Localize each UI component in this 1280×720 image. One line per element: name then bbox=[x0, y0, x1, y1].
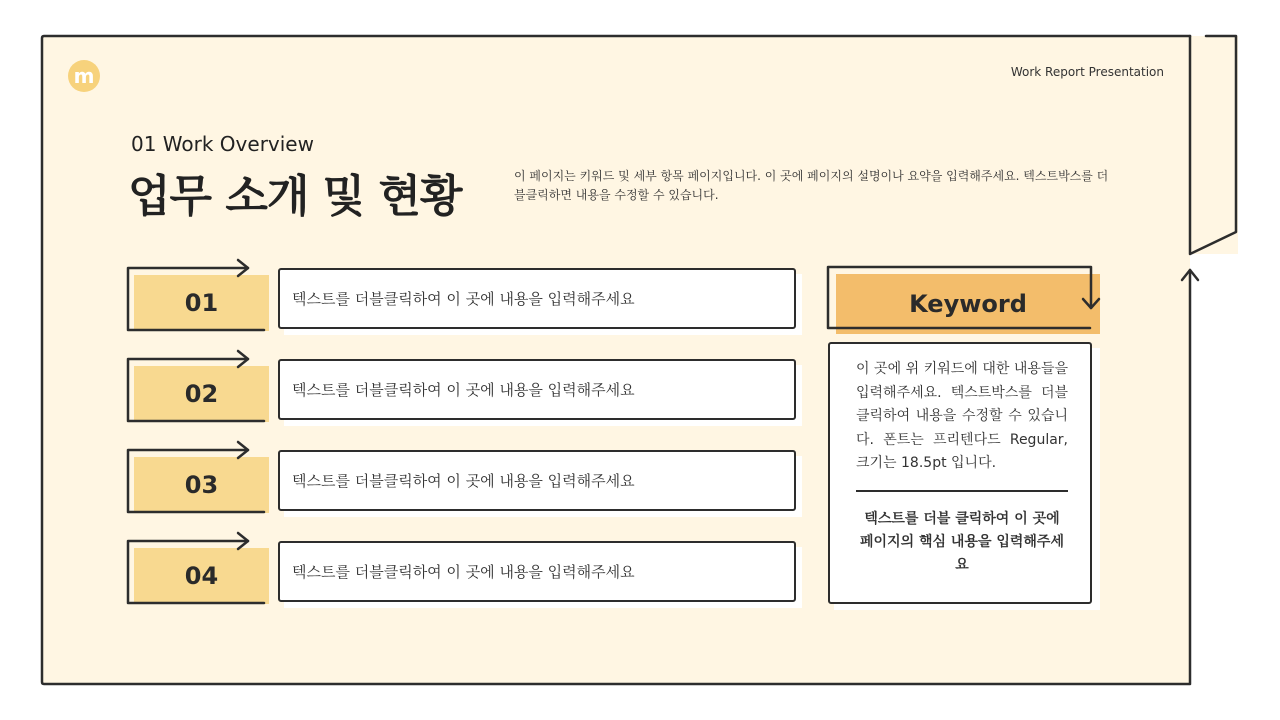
item-text-box[interactable] bbox=[278, 268, 796, 329]
page-description: 이 페이지는 키워드 및 세부 항목 페이지입니다. 이 곳에 페이지의 설명이나 요약을 입력해주세요. 텍스트박스를 더블클릭하면 내용을 수정할 수 있습니다. bbox=[514, 169, 1109, 202]
keyword-title: Keyword bbox=[836, 274, 1100, 334]
section-subtitle: 01 Work Overview bbox=[131, 132, 314, 156]
keyword-body: 이 곳에 위 키워드에 대한 내용들을 입력해주세요. 텍스트박스를 더블클릭하여 내용을 수정할 수 있습니다. 폰트는 프리텐다드 Regular, 크기는 18.5pt 입니다. bbox=[856, 361, 1068, 471]
list-item bbox=[126, 450, 802, 518]
list-item bbox=[126, 359, 802, 427]
list-item bbox=[126, 541, 802, 609]
item-text: 텍스트를 더블클릭하여 이 곳에 내용을 입력해주세요 bbox=[292, 563, 635, 581]
item-text-box[interactable] bbox=[278, 359, 796, 420]
item-text: 텍스트를 더블클릭하여 이 곳에 내용을 입력해주세요 bbox=[292, 472, 635, 490]
item-number: 02 bbox=[134, 366, 269, 422]
item-text: 텍스트를 더블클릭하여 이 곳에 내용을 입력해주세요 bbox=[292, 290, 635, 308]
page-title: 업무 소개 및 현황 bbox=[128, 171, 462, 222]
item-number: 04 bbox=[134, 548, 269, 604]
list-item bbox=[126, 268, 802, 336]
keyword-highlight: 텍스트를 더블 클릭하여 이 곳에 페이지의 핵심 내용을 입력해주세요 bbox=[860, 511, 1064, 573]
item-text-box[interactable] bbox=[278, 450, 796, 511]
item-number: 03 bbox=[134, 457, 269, 513]
presentation-label: Work Report Presentation bbox=[1010, 65, 1164, 79]
item-text-box[interactable] bbox=[278, 541, 796, 602]
divider bbox=[856, 490, 1068, 492]
item-number: 01 bbox=[134, 275, 269, 331]
keyword-card[interactable] bbox=[828, 342, 1092, 604]
corner-tab bbox=[1190, 36, 1238, 254]
item-text: 텍스트를 더블클릭하여 이 곳에 내용을 입력해주세요 bbox=[292, 381, 635, 399]
brand-logo: m bbox=[68, 60, 100, 92]
